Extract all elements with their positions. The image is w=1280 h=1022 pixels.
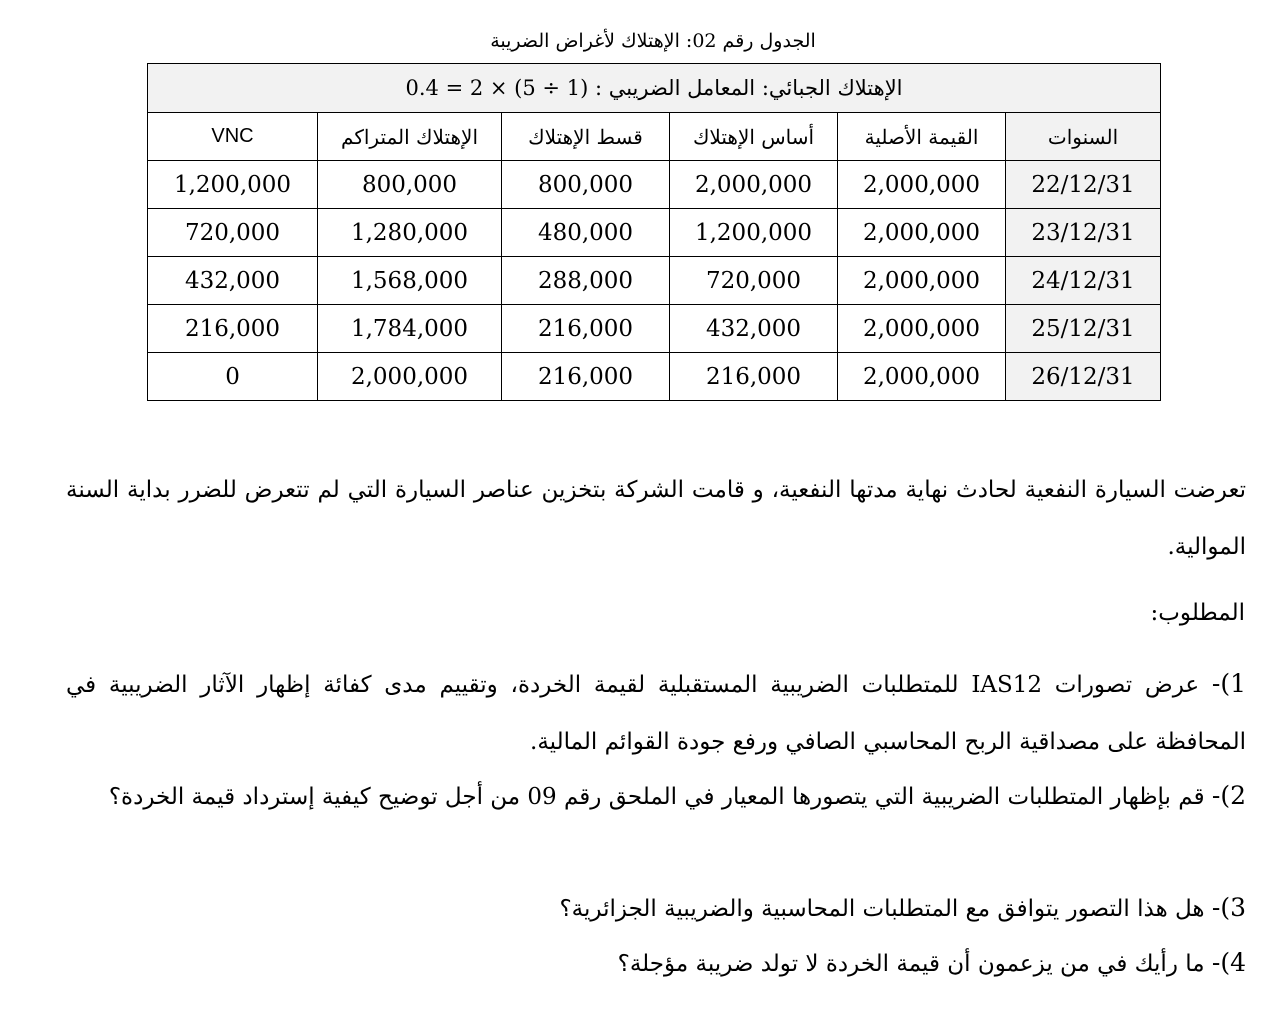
- question-3: [66, 879, 1246, 938]
- table-caption: الجدول رقم 02: الإهتلاك لأغراض الضريبة: [490, 30, 816, 52]
- cell-vnc: 1,200,000: [148, 161, 318, 209]
- header-vnc: VNC: [148, 113, 318, 161]
- table-row: [148, 257, 1161, 305]
- cell-installment: 216,000: [502, 305, 670, 353]
- cell-depreciation-base: 2,000,000: [670, 161, 838, 209]
- cell-depreciation-base: 432,000: [670, 305, 838, 353]
- cell-installment: 216,000: [502, 353, 670, 401]
- cell-vnc: 216,000: [148, 305, 318, 353]
- question-4: [66, 934, 1246, 993]
- cell-accumulated: 1,784,000: [318, 305, 502, 353]
- question-number: 3)-: [1211, 893, 1246, 922]
- cell-accumulated: 800,000: [318, 161, 502, 209]
- question-2: [66, 767, 1246, 826]
- table-row: [148, 353, 1161, 401]
- header-years: السنوات: [1006, 113, 1161, 161]
- cell-vnc: 432,000: [148, 257, 318, 305]
- cell-year: 25/12/31: [1006, 305, 1161, 353]
- table-header-row: [148, 113, 1161, 161]
- question-text: ما رأيك في من يزعمون أن قيمة الخردة لا تولد ضريبة مؤجلة؟: [617, 951, 1205, 977]
- cell-installment: 480,000: [502, 209, 670, 257]
- cell-year: 22/12/31: [1006, 161, 1161, 209]
- question-1: [66, 655, 1246, 771]
- header-original-value: القيمة الأصلية: [838, 113, 1006, 161]
- cell-original-value: 2,000,000: [838, 257, 1006, 305]
- cell-vnc: 0: [148, 353, 318, 401]
- question-number: 2)-: [1211, 781, 1246, 810]
- cell-vnc: 720,000: [148, 209, 318, 257]
- header-accumulated-depreciation: الإهتلاك المتراكم: [318, 113, 502, 161]
- cell-year: 23/12/31: [1006, 209, 1161, 257]
- cell-installment: 288,000: [502, 257, 670, 305]
- table-row: [148, 305, 1161, 353]
- question-text: عرض تصورات IAS12 للمتطلبات الضريبية المستقبلية لقيمة الخردة، وتقييم مدى كفائة إظهار الآثار الضريبية في المحافظة على مصداقية الربح المحاسبي الصافي ورفع جودة القوائم المالية.: [66, 672, 1246, 755]
- table-title: الإهتلاك الجبائي: المعامل الضريبي : (1 ÷ 5) × 2 = 0.4: [148, 64, 1161, 113]
- question-number: 4)-: [1211, 948, 1246, 977]
- cell-year: 26/12/31: [1006, 353, 1161, 401]
- table-row: [148, 161, 1161, 209]
- cell-depreciation-base: 720,000: [670, 257, 838, 305]
- cell-original-value: 2,000,000: [838, 209, 1006, 257]
- header-depreciation-base: أساس الإهتلاك: [670, 113, 838, 161]
- cell-installment: 800,000: [502, 161, 670, 209]
- cell-original-value: 2,000,000: [838, 161, 1006, 209]
- cell-accumulated: 1,568,000: [318, 257, 502, 305]
- cell-depreciation-base: 1,200,000: [670, 209, 838, 257]
- scenario-paragraph: تعرضت السيارة النفعية لحادث نهاية مدتها النفعية، و قامت الشركة بتخزين عناصر السيارة التي لم تتعرض للضرر بداية السنة الموالية.: [66, 477, 1246, 560]
- depreciation-table: [147, 63, 1161, 401]
- question-number: 1)-: [1211, 669, 1246, 698]
- question-text: هل هذا التصور يتوافق مع المتطلبات المحاسبية والضريبية الجزائرية؟: [559, 896, 1205, 922]
- question-text: قم بإظهار المتطلبات الضريبية التي يتصورها المعيار في الملحق رقم 09 من أجل توضيح كيفية إسترداد قيمة الخردة؟: [108, 784, 1205, 810]
- header-depreciation-installment: قسط الإهتلاك: [502, 113, 670, 161]
- cell-accumulated: 2,000,000: [318, 353, 502, 401]
- cell-year: 24/12/31: [1006, 257, 1161, 305]
- required-heading: المطلوب:: [1150, 600, 1245, 626]
- table-title-row: [148, 64, 1161, 113]
- cell-depreciation-base: 216,000: [670, 353, 838, 401]
- cell-original-value: 2,000,000: [838, 353, 1006, 401]
- cell-accumulated: 1,280,000: [318, 209, 502, 257]
- table-row: [148, 209, 1161, 257]
- cell-original-value: 2,000,000: [838, 305, 1006, 353]
